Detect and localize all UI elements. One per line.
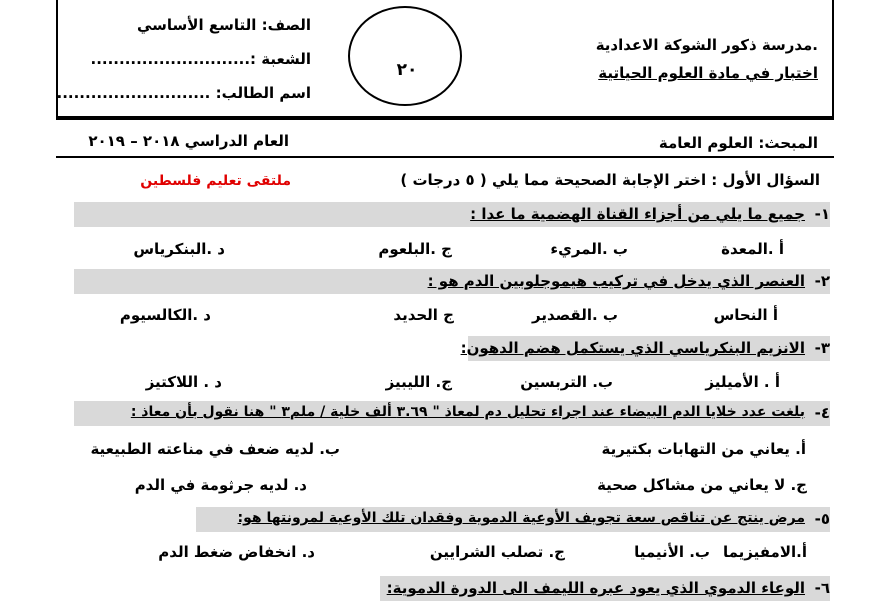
question-1-number: ١- xyxy=(814,205,830,223)
q3-option-d[interactable]: د . اللاكتيز xyxy=(145,373,222,391)
subject-separator xyxy=(56,156,834,158)
q1-option-c[interactable]: ج .البلعوم xyxy=(378,240,452,258)
q1-option-b[interactable]: ب .المريء xyxy=(550,240,628,258)
exam-title: اختبار في مادة العلوم الحياتية xyxy=(598,64,818,82)
q3-option-c[interactable]: ج. الليبيز xyxy=(385,373,452,391)
q1-option-d[interactable]: د .البنكرياس xyxy=(133,240,225,258)
q2-option-b[interactable]: ب .القصدير xyxy=(532,306,618,324)
q2-option-d[interactable]: د .الكالسيوم xyxy=(119,306,211,324)
q3-option-a[interactable]: أ . الأميليز xyxy=(705,373,780,391)
question-6-number: ٦- xyxy=(814,579,830,597)
q5-option-d[interactable]: د. انخفاض ضغط الدم xyxy=(158,543,315,561)
q4-option-a[interactable]: أ. يعاني من التهابات بكتيرية xyxy=(601,440,806,458)
question-3-text: الانزيم البنكرياسي الذي يستكمل هضم الدهون: xyxy=(460,339,805,357)
q4-option-d[interactable]: د. لديه جرثومة في الدم xyxy=(134,476,307,494)
question-6-text: الوعاء الدموي الذي يعود عبره الليمف الى الدورة الدموية: xyxy=(386,579,805,597)
q1-option-a[interactable]: أ .المعدة xyxy=(721,240,784,258)
question-4-text: بلغت عدد خلايا الدم البيضاء عند اجراء تحليل دم لمعاذ " ٣.٦٩ ألف خلية / ملم٣ " هنا نقول بأن معاذ : xyxy=(130,404,805,420)
question-3-number: ٣- xyxy=(814,339,830,357)
question-1-text: جميع ما يلي من أجزاء القناة الهضمية ما عدا : xyxy=(470,205,805,223)
question-one-title: السؤال الأول : اختر الإجابة الصحيحة مما يلي ( ٥ درجات ) xyxy=(400,171,820,189)
q5-option-c[interactable]: ج. تصلب الشرايين xyxy=(429,543,565,561)
academic-year: العام الدراسي ٢٠١٨ – ٢٠١٩ xyxy=(88,132,289,150)
watermark-label: ملتقى تعليم فلسطين xyxy=(140,173,291,189)
q2-option-a[interactable]: أ النحاس xyxy=(713,306,778,324)
q5-option-b[interactable]: ب. الأنيميا xyxy=(634,543,710,561)
q4-option-b[interactable]: ب. لديه ضعف في مناعته الطبيعية xyxy=(90,440,340,458)
question-4-number: ٤- xyxy=(814,404,830,422)
section-field[interactable]: الشعبة :............................ xyxy=(90,50,311,68)
q2-option-c[interactable]: ج الحديد xyxy=(393,306,454,324)
question-2-number: ٢- xyxy=(814,272,830,290)
q5-option-a[interactable]: أ.الامفيزيما xyxy=(722,543,807,561)
header-separator xyxy=(56,118,834,120)
class-label: الصف: التاسع الأساسي xyxy=(136,16,311,34)
school-name: .مدرسة ذكور الشوكة الاعدادية xyxy=(595,36,818,54)
q4-option-c[interactable]: ج. لا يعاني من مشاكل صحية xyxy=(597,476,807,494)
q3-option-b[interactable]: ب. التربسين xyxy=(520,373,613,391)
question-2-text: العنصر الذي يدخل في تركيب هيموجلوبين الدم هو : xyxy=(427,272,805,290)
student-name-field[interactable]: اسم الطالب: ........................... xyxy=(56,84,311,102)
grade-total: ٢٠ xyxy=(396,60,418,80)
question-5-text: مرض ينتج عن تناقص سعة تجويف الأوعية الدموية وفقدان تلك الأوعية لمرونتها هو: xyxy=(237,510,805,526)
subject-label: المبحث: العلوم العامة xyxy=(658,134,818,152)
grade-circle xyxy=(348,6,462,106)
question-5-number: ٥- xyxy=(814,510,830,528)
